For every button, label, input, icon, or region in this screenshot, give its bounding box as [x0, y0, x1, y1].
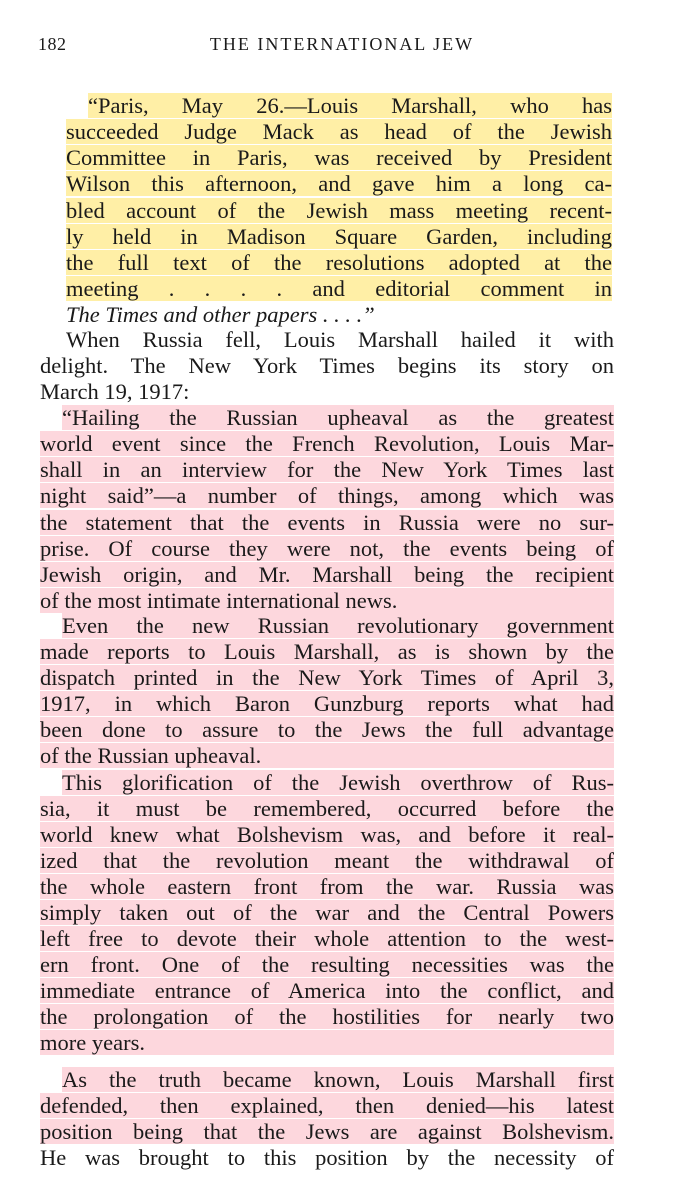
- text-line: bled account of the Jewish mass meeting recent-: [66, 198, 612, 223]
- text-line: of the Russian upheaval.: [40, 743, 614, 768]
- text-line: succeeded Judge Mack as head of the Jewish: [66, 119, 612, 144]
- text-line: simply taken out of the war and the Central Powers: [40, 900, 614, 925]
- page-header: [38, 34, 646, 58]
- text-line: of the most intimate international news.: [40, 588, 614, 613]
- text-line: delight. The New York Times begins its story on: [40, 353, 614, 378]
- text-line: made reports to Louis Marshall, as is shown by the: [40, 639, 614, 664]
- page-number: 182: [38, 34, 67, 54]
- text-line: ern front. One of the resulting necessities was the: [40, 952, 614, 977]
- text-line: the whole eastern front from the war. Russia was: [40, 874, 614, 899]
- text-line: more years.: [40, 1030, 614, 1055]
- text-line: Even the new Russian revolutionary government: [62, 613, 614, 638]
- text-line: sia, it must be remembered, occurred before the: [40, 796, 614, 821]
- text-line: He was brought to this position by the necessity of: [40, 1145, 614, 1170]
- text-line: prise. Of course they were not, the events being of: [40, 536, 614, 561]
- text-line: “Hailing the Russian upheaval as the greatest: [62, 405, 614, 430]
- text-line: This glorification of the Jewish overthrow of Rus-: [62, 770, 614, 795]
- text-line: Jewish origin, and Mr. Marshall being the recipient: [40, 562, 614, 587]
- text-line: been done to assure to the Jews the full advantage: [40, 717, 614, 742]
- text-line: Committee in Paris, was received by President: [66, 145, 612, 170]
- text-line: the prolongation of the hostilities for nearly two: [40, 1004, 614, 1029]
- text-line: meeting . . . . and editorial comment in: [66, 276, 612, 301]
- text-line: ized that the revolution meant the withdrawal of: [40, 848, 614, 873]
- text-line: “Paris, May 26.—Louis Marshall, who has: [88, 93, 612, 118]
- running-head: THE INTERNATIONAL JEW: [209, 34, 475, 54]
- text-line: immediate entrance of America into the conflict, and: [40, 978, 614, 1003]
- text-line: The Times and other papers . . . .”: [66, 302, 375, 327]
- text-line: When Russia fell, Louis Marshall hailed it with: [66, 327, 614, 352]
- text-line: shall in an interview for the New York Times last: [40, 457, 614, 482]
- text-line: As the truth became known, Louis Marshall first: [62, 1067, 614, 1092]
- text-line: Wilson this afternoon, and gave him a long ca-: [66, 171, 612, 196]
- text-line: 1917, in which Baron Gunzburg reports what had: [40, 691, 614, 716]
- text-line: world knew what Bolshevism was, and before it real-: [40, 822, 614, 847]
- text-line: world event since the French Revolution, Louis Mar-: [40, 431, 614, 456]
- text-line: the statement that the events in Russia were no sur-: [40, 510, 614, 535]
- text-line: March 19, 1917:: [40, 379, 190, 404]
- text-line: left free to devote their whole attention to the west-: [40, 926, 614, 951]
- text-line: dispatch printed in the New York Times of April 3,: [40, 665, 614, 690]
- text-line: the full text of the resolutions adopted at the: [66, 250, 612, 275]
- text-line: defended, then explained, then denied—his latest: [40, 1093, 614, 1118]
- text-line: night said”—a number of things, among which was: [40, 483, 614, 508]
- text-line: position being that the Jews are against Bolshevism.: [40, 1119, 614, 1144]
- text-line: ly held in Madison Square Garden, including: [66, 224, 612, 249]
